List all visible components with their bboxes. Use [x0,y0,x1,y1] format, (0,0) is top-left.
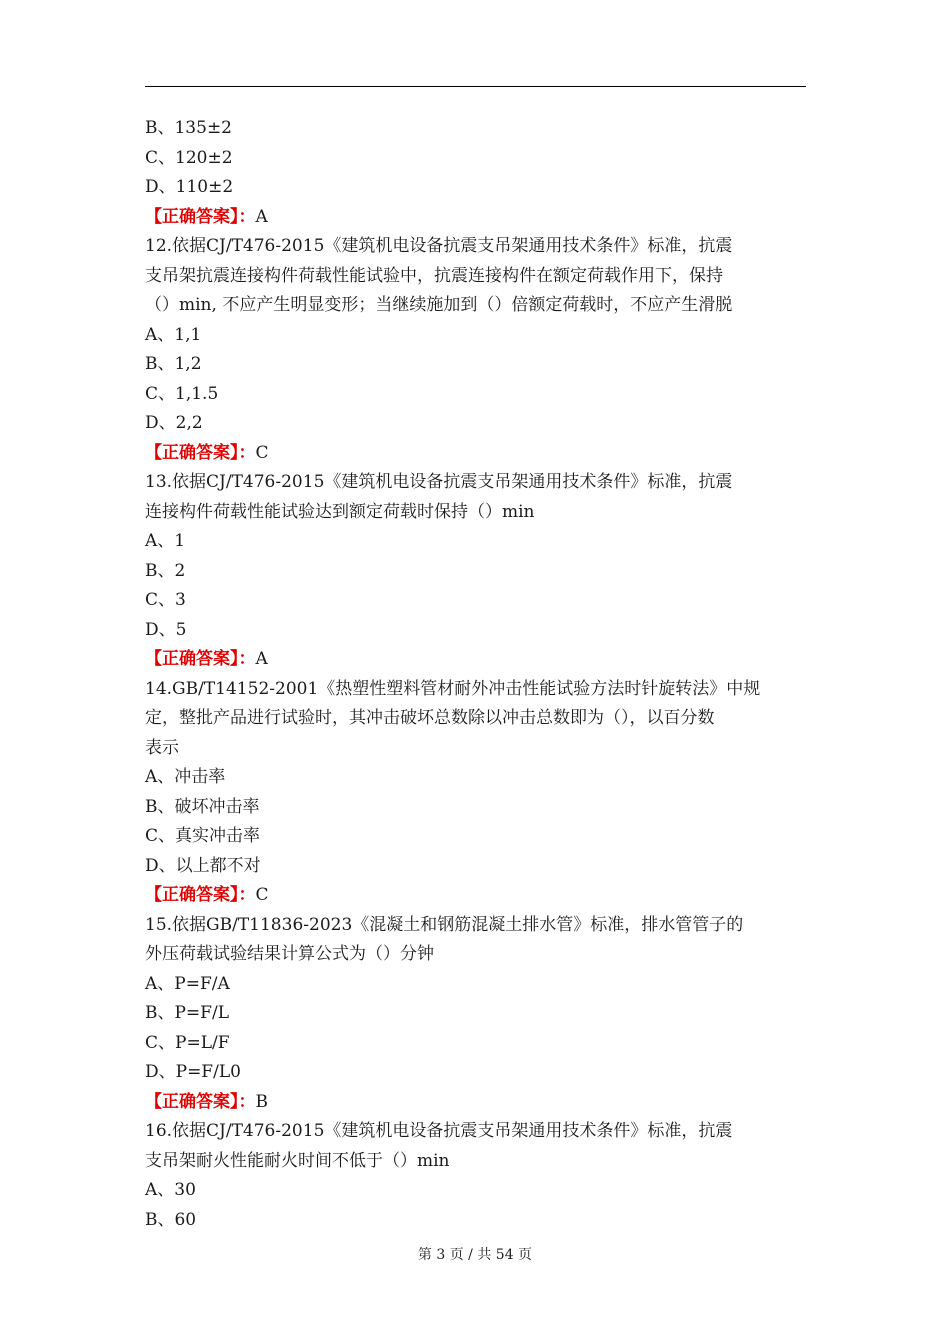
text-line: A、1,1 [145,324,202,345]
text-line: C、P=L/F [145,1032,230,1053]
text-line: C、1,1.5 [145,383,219,404]
text-line: B、60 [145,1209,197,1230]
text-line: 支吊架耐火性能耐火时间不低于（）min [145,1150,450,1171]
answer-colon: ： [238,442,256,463]
text-line: B、1,2 [145,354,202,374]
answer-value: A [255,206,268,227]
answer-value: A [255,649,268,669]
text-line: 表示 [145,737,179,758]
answer-colon: ： [238,885,256,905]
answer-colon: ： [238,206,256,227]
document-body [145,114,810,1235]
answer-label: 【正确答案】 [145,1091,239,1112]
text-line: A、1 [145,531,186,551]
text-line: D、P=F/L0 [145,1062,241,1082]
text-line: （）min, 不应产生明显变形；当继续施加到（）倍额定荷载时，不应产生滑脱 [145,295,733,315]
answer-line [145,881,810,911]
answer-value: C [255,885,269,905]
text-line: 外压荷载试验结果计算公式为（）分钟 [145,944,434,964]
text-line: B、135±2 [145,118,233,138]
answer-label: 【正确答案】 [145,442,239,463]
text-line: 13.依据CJ/T476-2015《建筑机电设备抗震支吊架通用技术条件》标准，抗震 [145,472,733,492]
text-line: 支吊架抗震连接构件荷载性能试验中，抗震连接构件在额定荷载作用下，保持 [145,265,723,286]
text-line: C、真实冲击率 [145,826,261,846]
page-footer: 第 3 页 / 共 54 页 [417,1247,533,1263]
answer-label: 【正确答案】 [145,885,239,905]
answer-label: 【正确答案】 [145,206,239,227]
text-line: C、3 [145,590,186,610]
text-line: B、P=F/L [145,1003,229,1023]
text-line: D、2,2 [145,413,203,433]
answer-line [145,1088,810,1118]
answer-line [145,203,810,233]
text-line: A、冲击率 [145,767,226,787]
text-line: D、5 [145,619,187,640]
header-rule [145,86,806,87]
answer-value: C [255,442,269,463]
answer-line [145,439,810,469]
text-line: 14.GB/T14152-2001《热塑性塑料管材耐外冲击性能试验方法时针旋转法》中规 [145,678,761,699]
text-line: B、破坏冲击率 [145,796,260,817]
text-line: 16.依据CJ/T476-2015《建筑机电设备抗震支吊架通用技术条件》标准，抗震 [145,1121,733,1141]
text-line: A、30 [145,1180,196,1200]
text-line: 15.依据GB/T11836-2023《混凝土和钢筋混凝土排水管》标准，排水管管子的 [145,914,744,935]
answer-label: 【正确答案】 [145,649,239,669]
text-line: D、以上都不对 [145,855,261,876]
text-line: 12.依据CJ/T476-2015《建筑机电设备抗震支吊架通用技术条件》标准，抗震 [145,236,733,256]
text-line: 定，整批产品进行试验时，其冲击破坏总数除以冲击总数即为（），以百分数 [145,708,715,728]
text-line: A、P=F/A [145,973,230,994]
text-line: C、120±2 [145,147,233,168]
text-line: D、110±2 [145,177,234,197]
answer-line [145,645,810,675]
answer-colon: ： [238,1091,256,1112]
text-line: B、2 [145,560,186,581]
answer-value: B [255,1091,268,1112]
text-line: 连接构件荷载性能试验达到额定荷载时保持（）min [145,501,535,522]
answer-colon: ： [238,649,256,669]
